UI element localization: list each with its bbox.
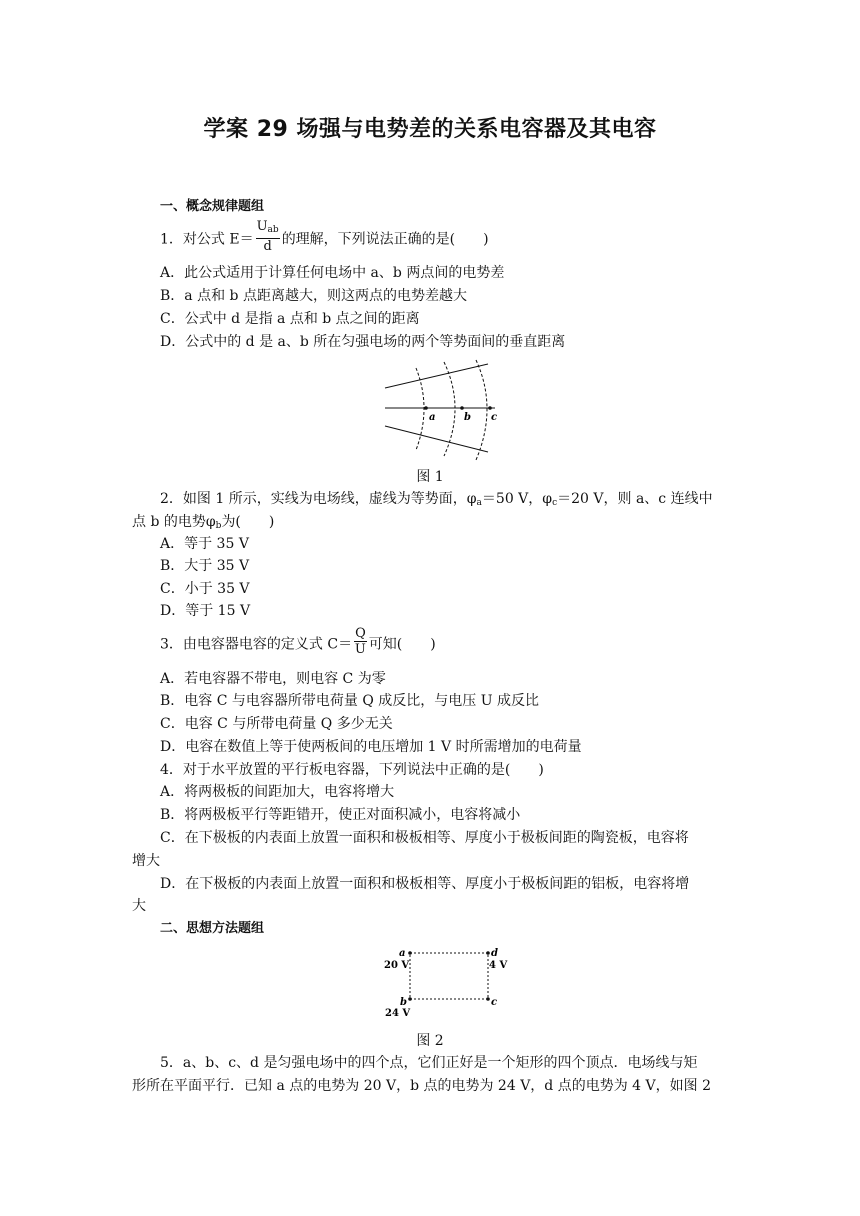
point-b-label: b <box>464 412 471 423</box>
equipotential-line-3 <box>476 360 487 460</box>
q4-option-d-line-2: 大 <box>132 898 146 914</box>
q2-option-c: C．小于 35 V <box>160 581 250 597</box>
vertex-b-label: b <box>400 997 407 1008</box>
q1-option-c: C．公式中 d 是指 a 点和 b 点之间的距离 <box>160 311 420 327</box>
field-line-lower <box>385 426 488 452</box>
q2-option-b: B．大于 35 V <box>160 558 250 574</box>
q4-option-c-line-1: C．在下极板的内表面上放置一面积和极板相等、厚度小于极板间距的陶瓷板，电容将 <box>160 830 689 846</box>
formula-fraction-u-over-d <box>256 219 280 254</box>
fraction-numerator-subscript: ab <box>267 225 279 235</box>
vertex-d-dot <box>486 951 490 955</box>
q4-option-b: B．将两极板平行等距错开，使正对面积减小，电容将减小 <box>160 807 521 823</box>
vertex-d-label: d <box>491 948 498 959</box>
dashed-rectangle <box>410 953 488 999</box>
vertex-a-potential: 20 V <box>384 960 410 971</box>
vertex-d-potential: 4 V <box>489 960 508 971</box>
question-5-stem-line-1: 5．a、b、c、d 是匀强电场中的四个点，它们正好是一个矩形的四个顶点．电场线与矩 <box>160 1055 698 1071</box>
fraction-numerator: U <box>256 219 268 234</box>
figure-1-field-lines-diagram <box>380 358 500 462</box>
fraction-numerator: Q <box>355 626 366 641</box>
question-2-stem-line-1: 2．如图 1 所示，实线为电场线，虚线为等势面，$\varphi_a=50$ V，$\varphi_c=20$ V，则 a、c 连线中 <box>160 491 713 508</box>
section-heading-concepts: 一、概念规律题组 <box>160 199 265 214</box>
vertex-b-potential: 24 V <box>385 1008 411 1019</box>
question-5-stem-line-2: 形所在平面平行．已知 a 点的电势为 20 V，b 点的电势为 24 V，d 点的电势为 4 V，如图 2 <box>132 1078 711 1094</box>
figure-2-rectangle-diagram <box>378 944 518 1024</box>
field-line-upper <box>385 364 488 388</box>
formula-fraction-q-over-u <box>354 626 367 657</box>
q3-option-b: B．电容 C 与电容器所带电荷量 Q 成反比，与电压 U 成反比 <box>160 693 539 709</box>
question-1-stem <box>160 219 489 257</box>
q1-option-d: D．公式中的 d 是 a、b 所在匀强电场的两个等势面间的垂直距离 <box>160 334 566 350</box>
q3-option-d: D．电容在数值上等于使两板间的电压增加 1 V 时所需增加的电荷量 <box>160 739 582 755</box>
point-c-label: c <box>491 412 498 423</box>
point-a-dot <box>424 406 428 410</box>
figure-1-caption: 图 1 <box>416 469 444 485</box>
q1-option-b: B．a 点和 b 点距离越大，则这两点的电势差越大 <box>160 288 467 304</box>
q4-option-c-line-2: 增大 <box>132 853 160 869</box>
question-2-stem-line-2: 点 b 的电势$\varphi_b$为( ) <box>132 514 275 531</box>
question-3-stem: 3．由电容器电容的定义式 C＝ $\frac{Q}{U}$ 可知( ) <box>160 626 436 657</box>
question-4-stem: 4．对于水平放置的平行板电容器，下列说法中正确的是( ) <box>160 762 544 778</box>
figure-2-caption: 图 2 <box>416 1033 444 1049</box>
q4-option-a: A．将两极板的间距加大，电容将增大 <box>160 784 395 800</box>
point-b-dot <box>460 406 464 410</box>
vertex-b-dot <box>408 997 412 1001</box>
section-heading-methods: 二、思想方法题组 <box>160 921 265 936</box>
point-a-label: a <box>429 412 436 423</box>
q2-option-d: D．等于 15 V <box>160 603 251 619</box>
q3-option-a: A．若电容器不带电，则电容 C 为零 <box>160 671 386 687</box>
page-title: 学案 29 场强与电势差的关系电容器及其电容 <box>203 117 657 142</box>
q1-stem-pre: 1．对公式 E＝ <box>160 231 254 248</box>
q2-option-a: A．等于 35 V <box>160 536 249 552</box>
fraction-denominator: U <box>354 642 366 657</box>
vertex-a-dot <box>408 951 412 955</box>
q4-option-d-line-1: D．在下极板的内表面上放置一面积和极板相等、厚度小于极板间距的铝板，电容将增 <box>160 876 690 892</box>
fraction-denominator: d <box>263 239 272 254</box>
point-c-dot <box>488 406 492 410</box>
vertex-a-label: a <box>399 948 406 959</box>
q1-option-a: A．此公式适用于计算任何电场中 a、b 两点间的电势差 <box>160 265 505 281</box>
q1-stem-post: 的理解，下列说法正确的是( ) <box>281 231 489 248</box>
vertex-c-label: c <box>491 997 498 1008</box>
vertex-c-dot <box>486 997 490 1001</box>
equipotential-line-2 <box>444 362 455 456</box>
q3-option-c: C．电容 C 与所带电荷量 Q 多少无关 <box>160 716 393 732</box>
